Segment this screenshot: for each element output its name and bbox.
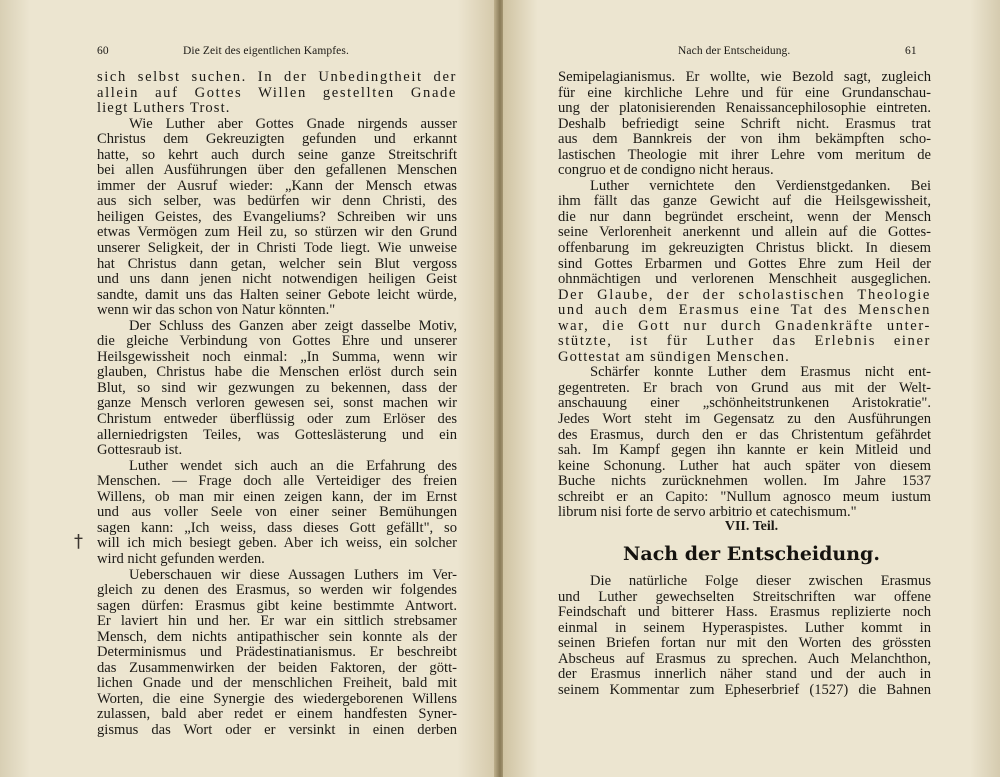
part-title: Nach der Entscheidung.: [623, 543, 880, 565]
text-line: gismus das Wort oder er versinkt in einen derben: [97, 721, 457, 738]
text-line: sich selbst suchen. In der Unbedingtheit der: [97, 69, 457, 85]
text-line: seinen Briefen fortan nur mit den Worten des grössten: [558, 635, 931, 652]
text-line: will ich mich besiegt geben. Aber ich weiss, ein solcher: [97, 535, 457, 552]
text-line: sind Gottes Erbarmen und Gottes Ehre zum Heil der: [558, 255, 931, 272]
text-line: die nur dann begründet erscheint, wenn der Mensch: [558, 208, 931, 225]
text-line: Determinismus und Prädestinatianismus. Er beschreibt: [97, 644, 457, 661]
text-line: offenbarung im gekreuzigten Christus blickt. In diesem: [558, 240, 931, 257]
text-line: Ueberschauen wir diese Aussagen Luthers im Ver-: [129, 566, 457, 583]
text-line: hat Christus dann getan, welcher sein Blut vergoss: [97, 255, 457, 272]
text-line: des Erasmus, durch den er das Christentum gefährdet: [558, 426, 931, 443]
text-line: ung der platonisierenden Renaissancephilosophie eintreten.: [558, 100, 931, 117]
text-line: Menschen. — Frage doch alle Verteidiger des freien: [97, 473, 457, 490]
text-line: Christus dem Gekreuzigten gefunden und erkannt: [97, 131, 457, 148]
text-line: lichen Gnade und der menschlichen Freiheit, bald mit: [97, 675, 457, 692]
text-line: liegt Luthers Trost.: [97, 100, 231, 117]
text-line: einmal in seinem Hyperaspistes. Luther kommt in: [558, 619, 931, 636]
text-line: Heilsgewissheit noch einmal: „In Summa, wenn wir: [97, 348, 457, 365]
left-running-head: Die Zeit des eigentlichen Kampfes.: [183, 45, 349, 57]
text-line: anschauung einer „schönheitstrunkenen Aristokratie".: [558, 395, 931, 412]
text-line: sandte, damit uns das Halten seiner Gebote leicht würde,: [97, 286, 457, 303]
text-line: glauben, Christus habe die Menschen erlöst durch sein: [97, 364, 457, 381]
text-line: sah. Im Kampf gegen ihn kannte er kein Mitleid und: [558, 442, 931, 459]
text-line: gegentreten. Er brach von Grund aus mit der Welt-: [558, 379, 931, 396]
text-line: Willens, ob man mir einen zeigen kann, der im Ernst: [97, 488, 457, 505]
text-line: und auch dem Erasmus eine Tat des Menschen: [558, 302, 931, 319]
text-line: wird nicht gefunden werden.: [97, 550, 265, 567]
text-line: Wie Luther aber Gottes Gnade nirgends ausser: [129, 115, 457, 132]
text-line: wenn wir das schon von Natur könnten.": [97, 302, 336, 319]
text-line: congruo et de condigno nicht heraus.: [558, 162, 774, 179]
text-line: Jedes Wort steht im Gegensatz zu den Ausführungen: [558, 411, 931, 428]
text-line: keine Schonung. Luther hat auch später von diesem: [558, 457, 931, 474]
text-line: gleich zu denen des Erasmus, so werden wir folgendes: [97, 582, 457, 599]
text-line: Deshalb befriedigt seine Schrift nicht. Erasmus trat: [558, 115, 931, 132]
left-page-number: 60: [97, 45, 109, 57]
text-line: für eine kirchliche Lehre und für eine Grundanschau-: [558, 84, 931, 101]
text-line: Blut, so sind wir gezwungen zu bekennen, dass der: [97, 379, 457, 396]
text-line: unserer Seligkeit, der in Christi Tode liegt. Wie unweise: [97, 240, 457, 257]
text-line: Mensch, dem nichts antipathischer sein konnte als der: [97, 628, 457, 645]
text-line: Feindschaft und bitterer Hass. Erasmus replizierte noch: [558, 604, 931, 621]
pencil-margin-mark: †: [74, 531, 83, 552]
text-line: ganze Mensch verloren gewesen sei, sonst machen wir: [97, 395, 457, 412]
text-line: zulassen, bald aber redet er einem handfesten Syner-: [97, 706, 457, 723]
text-line: seine Verlorenheit anerkennt und allein auf die Gottes-: [558, 224, 931, 241]
text-line: die gleiche Verbindung von Gottes Ehre und unserer: [97, 333, 457, 350]
text-line: sagen kann: „Ich weiss, dass dieses Gott gefällt", so: [97, 519, 457, 536]
text-line: ohnmächtigen und verlorenen Menschheit ausgeglichen.: [558, 271, 931, 288]
text-line: Schärfer konnte Luther dem Erasmus nicht ent-: [590, 364, 931, 381]
text-line: Worten, die eine Synergie des wiedergeborenen Willens: [97, 690, 457, 707]
text-line: stützte, ist für Luther das Erlebnis einer: [558, 333, 931, 350]
text-line: immer der Ausruf wieder: „Kann der Mensch etwas: [97, 177, 457, 194]
text-line: Buche nichts zurücknehmen wollen. Im Jahre 1537: [558, 473, 931, 490]
text-line: der Erasmus innerlich näher stand und der auch in: [558, 666, 931, 683]
right-page: [503, 0, 1000, 777]
part-number: VII. Teil.: [724, 519, 779, 534]
text-line: allerniedrigsten Teiles, was Gotteslästerung und ein: [97, 426, 457, 443]
text-line: Der Schluss des Ganzen aber zeigt dasselbe Motiv,: [129, 317, 457, 334]
text-line: schreibt er an Capito: "Nullum agnosco meum iustum: [558, 488, 931, 505]
text-line: lastischen Theologie mit ihrer Lehre vom meritum de: [558, 146, 931, 163]
text-line: ihm fällt das ganze Gewicht auf die Heilsgewissheit,: [558, 193, 931, 210]
text-line: war, die Gott nur durch Gnadenkräfte unter-: [558, 317, 931, 334]
text-line: bei allen Ausführungen über den gefallenen Menschen: [97, 162, 457, 179]
text-line: Der Glaube, der der scholastischen Theologie: [558, 286, 931, 303]
text-line: librum nisi forte de servo arbitrio et catechismum.": [558, 504, 857, 521]
text-line: etwas Vermögen zum Heil zu, so stürzen wir den Grund: [97, 224, 457, 241]
text-line: und aus voller Seele von einer seiner Bemühungen: [97, 504, 457, 521]
text-line: Gottestat am sündigen Menschen.: [558, 348, 790, 365]
left-body-text: [97, 70, 457, 739]
text-line: aus sich selber, was bedürfen wir denn Christi, des: [97, 193, 457, 210]
text-line: Er laviert hin und her. Er war ein sittlich strebsamer: [97, 613, 457, 630]
text-line: Semipelagianismus. Er wollte, wie Bezold sagt, zugleich: [558, 69, 931, 85]
text-line: Gottesraub ist.: [97, 442, 183, 459]
text-line: Luther vernichtete den Verdienstgedanken. Bei: [590, 177, 931, 194]
text-line: allein auf Gottes Willen gestellten Gnade: [97, 84, 457, 101]
text-line: seinem Kommentar zum Epheserbrief (1527) die Bahnen: [558, 681, 931, 698]
text-line: Luther wendet sich auch an die Erfahrung des: [129, 457, 457, 474]
text-line: sagen dürfen: Erasmus gibt keine bestimmte Antwort.: [97, 597, 457, 614]
right-page-number: 61: [905, 45, 917, 57]
text-line: aus dem Bannkreis der von ihm bekämpften scho-: [558, 131, 931, 148]
text-line: heiligen Geistes, des Evangeliums? Schreiben wir uns: [97, 208, 457, 225]
text-line: Abscheus auf Erasmus zu sprechen. Auch Melanchthon,: [558, 650, 931, 667]
text-line: Christum entweder überflüssig oder zum Erlöser des: [97, 411, 457, 428]
text-line: und uns dann jenen nicht notwendigen heiligen Geist: [97, 271, 457, 288]
text-line: hatte, so kehrt auch durch seine ganze Streitschrift: [97, 146, 457, 163]
right-lower-body-text: [558, 574, 931, 698]
right-body-text: [558, 70, 931, 521]
text-line: und Luther gewechselten Streitschriften war offene: [558, 588, 931, 605]
text-line: das Zusammenwirken der beiden Faktoren, der gött-: [97, 659, 457, 676]
right-running-head: Nach der Entscheidung.: [678, 45, 791, 57]
left-page: [0, 0, 497, 777]
text-line: Die natürliche Folge dieser zwischen Erasmus: [590, 573, 931, 589]
